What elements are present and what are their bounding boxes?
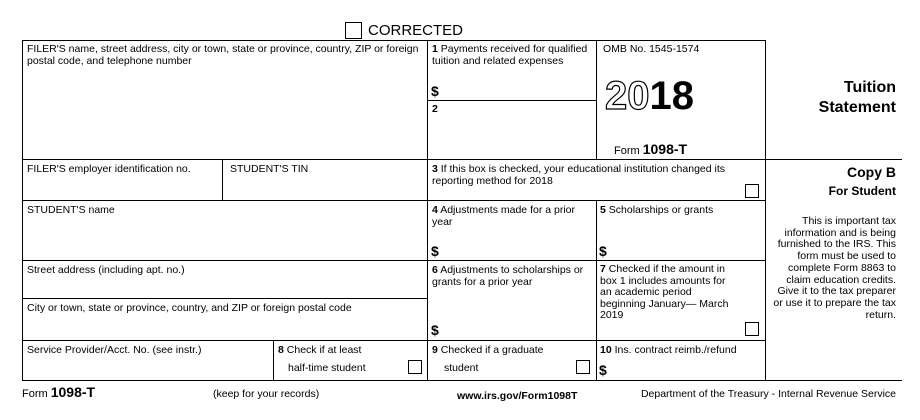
city-field[interactable] [27,316,422,338]
copy-notice: This is important tax information and is being furnished to the IRS. This form must be used to complete Form 8863 to claim education credits. Give it to the tax preparer or use it to prepare the tax return. [773,215,896,321]
grid-line-row5 [22,340,765,341]
student-tin-field[interactable] [228,177,423,197]
box5-field[interactable] [613,240,761,258]
grid-line-row2 [22,159,902,160]
grid-line-box1-2 [427,100,596,101]
box3-checkbox[interactable] [745,184,759,198]
filer-label: FILER'S name, street address, city or town, state or province, country, ZIP or foreign postal code, and telephone number [27,43,419,67]
box6-label: 6 Adjustments to scholarships or grants for a prior year [432,264,584,288]
box5-label: 5 Scholarships or grants [600,204,714,216]
box1-label: 1 Payments received for qualified tuition and related expenses [432,43,588,67]
omb-form-name: Form 1098-T [614,141,688,157]
box4-dollar: $ [431,243,439,259]
box9-label-line1: 9 Checked if a graduate [432,344,544,356]
box9-label-line2: student [444,362,479,374]
copy-subtitle: For Student [828,184,896,198]
corrected-label: CORRECTED [368,22,464,39]
filer-field[interactable] [30,70,420,155]
footer-url[interactable]: www.irs.gov/Form1098T [457,390,578,402]
box2-num: 2 [432,103,438,115]
footer-department: Department of the Treasury - Internal Revenue Service [640,388,896,400]
box10-field[interactable] [613,358,761,378]
box4-field[interactable] [445,240,590,258]
grid-line-city [22,298,427,299]
box7-checkbox[interactable] [745,322,759,336]
box6-dollar: $ [431,322,439,338]
grid-line-omb-left [596,40,597,159]
box8-label-line2: half-time student [288,362,366,374]
grid-mid-line [427,40,428,380]
box4-label: 4 Adjustments made for a prior year [432,204,575,228]
grid-line-tin [222,159,223,200]
box8-label-line1: 8 Check if at least [278,344,362,356]
student-name-label: STUDENT'S name [27,204,115,216]
grid-bottom-line [22,380,902,381]
box5-dollar: $ [599,243,607,259]
filer-ein-field[interactable] [27,177,217,197]
student-tin-label: STUDENT'S TIN [230,163,309,175]
grid-line-box5-left [596,200,597,380]
box10-label: 10 Ins. contract reimb./refund [600,344,737,356]
box2-field[interactable] [440,115,590,155]
service-provider-field[interactable] [27,358,267,378]
footer-keep-note: (keep for your records) [213,388,320,400]
box9-checkbox[interactable] [576,360,590,374]
box1-field[interactable] [445,80,590,98]
service-provider-label: Service Provider/Acct. No. (see instr.) [27,344,202,356]
tax-year: 2018 [605,74,694,118]
grid-top-line [22,40,765,41]
form-title: Tuition Statement [818,79,896,116]
grid-line-box8 [273,340,274,380]
corrected-checkbox[interactable] [345,22,362,39]
box3-label: 3 If this box is checked, your educational institution changed its reporting method for 2018 [432,163,726,187]
street-label: Street address (including apt. no.) [27,264,185,276]
student-name-field[interactable] [27,220,422,256]
filer-ein-label: FILER'S employer identification no. [27,163,191,175]
box6-field[interactable] [445,318,590,338]
grid-line-row3 [22,200,765,201]
copy-title: Copy B [847,164,896,180]
grid-left-line [22,40,23,380]
city-label: City or town, state or province, country, and ZIP or foreign postal code [27,302,352,314]
footer-form-name: Form 1098-T [22,384,96,400]
box10-dollar: $ [599,362,607,378]
box8-checkbox[interactable] [408,360,422,374]
box7-label: 7 Checked if the amount in box 1 includes amounts for an academic period beginning January— March 2019 [600,263,729,321]
omb-number: OMB No. 1545-1574 [603,43,700,55]
grid-line-row4 [22,260,765,261]
box1-dollar: $ [431,83,439,99]
street-field[interactable] [27,278,422,296]
grid-right-line [765,40,766,380]
